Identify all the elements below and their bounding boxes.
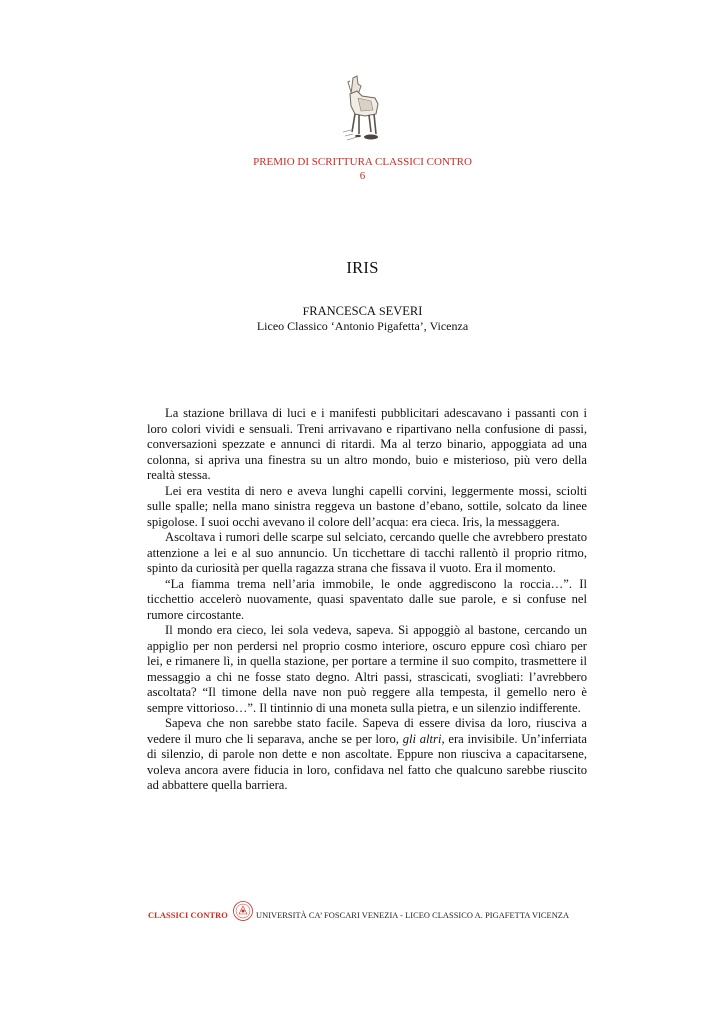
author-school: Liceo Classico ‘Antonio Pigafetta’, Vicenza [256,319,469,333]
author-name: FRANCESCA SEVERI [302,304,423,318]
story-body [147,406,587,794]
paragraph: La stazione brillava di luci e i manifesti pubblicitari adescavano i passanti con i loro colori vividi e sensuali. Treni arrivavano e ripartivano nella confusione di passi, conversazioni spezzate e annunci di ritardi. Ma al terzo binario, appoggiata ad una colonna, si apriva una finestra su un altro mondo, buio e misterioso, più vero della realtà stessa. [147,406,587,482]
paragraph: Ascoltava i rumori delle scarpe sul selciato, cercando quelle che avrebbero prestato attenzione a lei e al suo annuncio. Un ticchettare di tacchi rallentò il proprio ritmo, spinto da curiosità per quella ragazza strana che fissava il vuoto. Era il momento. [147,530,587,575]
paragraph: Sapeva che non sarebbe stato facile. Sapeva di essere divisa da loro, riusciva a vedere il muro che li separava, anche se per loro, gli altri, era invisibile. Un’inferriata di silenzio, di parole non dette e non ascoltate. Eppure non riusciva a capacitarsene, voleva ancora avere fiducia in loro, confidava nel fatto che qualcuno sarebbe riuscito ad abbattere quella barriera. [147,716,587,792]
story-title: IRIS [346,258,379,277]
footer-institutions: UNIVERSITÀ CA’ FOSCARI VENEZIA - LICEO CLASSICO A. PIGAFETTA VICENZA [256,911,570,920]
series-title: PREMIO DI SCRITTURA CLASSICI CONTRO [253,156,472,168]
horse-sculpture-icon [331,74,387,144]
footer-brand: CLASSICI CONTRO [148,911,228,920]
page-footer [148,900,588,922]
author-block [0,304,725,334]
emphasis: gli altri [402,731,442,746]
paragraph: Il mondo era cieco, lei sola vedeva, sapeva. Si appoggiò al bastone, cercando un appiglio per non perdersi nel proprio cosmo interiore, oscuro eppure così chiaro per lei, e rimanere lì, in quella stazione, per portare a termine il suo compito, trasmettere il messaggio a chi ne fosse stato degno. Altri passi, strascicati, svogliati: l’avrebbero ascoltata? “Il timone della nave non può reggere alla tempesta, il gemello nero è sempre vittorioso…”. Il tintinnio di una moneta sulla pietra, e un silenzio indifferente. [147,623,587,715]
paragraph: Lei era vestita di nero e aveva lunghi capelli corvini, leggermente mossi, sciolti sulle spalle; nella mano sinistra reggeva un bastone d’ebano, sottile, solcato da linee spigolose. I suoi occhi avevano il colore dell’acqua: era cieca. Iris, la messaggera. [147,483,587,529]
paragraph: “La fiamma trema nell’aria immobile, le onde aggrediscono la roccia…”. Il ticchettio accelerò nuovamente, quasi spaventato dalle sue parole, e si confuse nel rumore circostante. [147,576,587,622]
series-number: 6 [359,170,366,182]
university-seal-icon [232,900,254,922]
series-header [0,155,725,183]
